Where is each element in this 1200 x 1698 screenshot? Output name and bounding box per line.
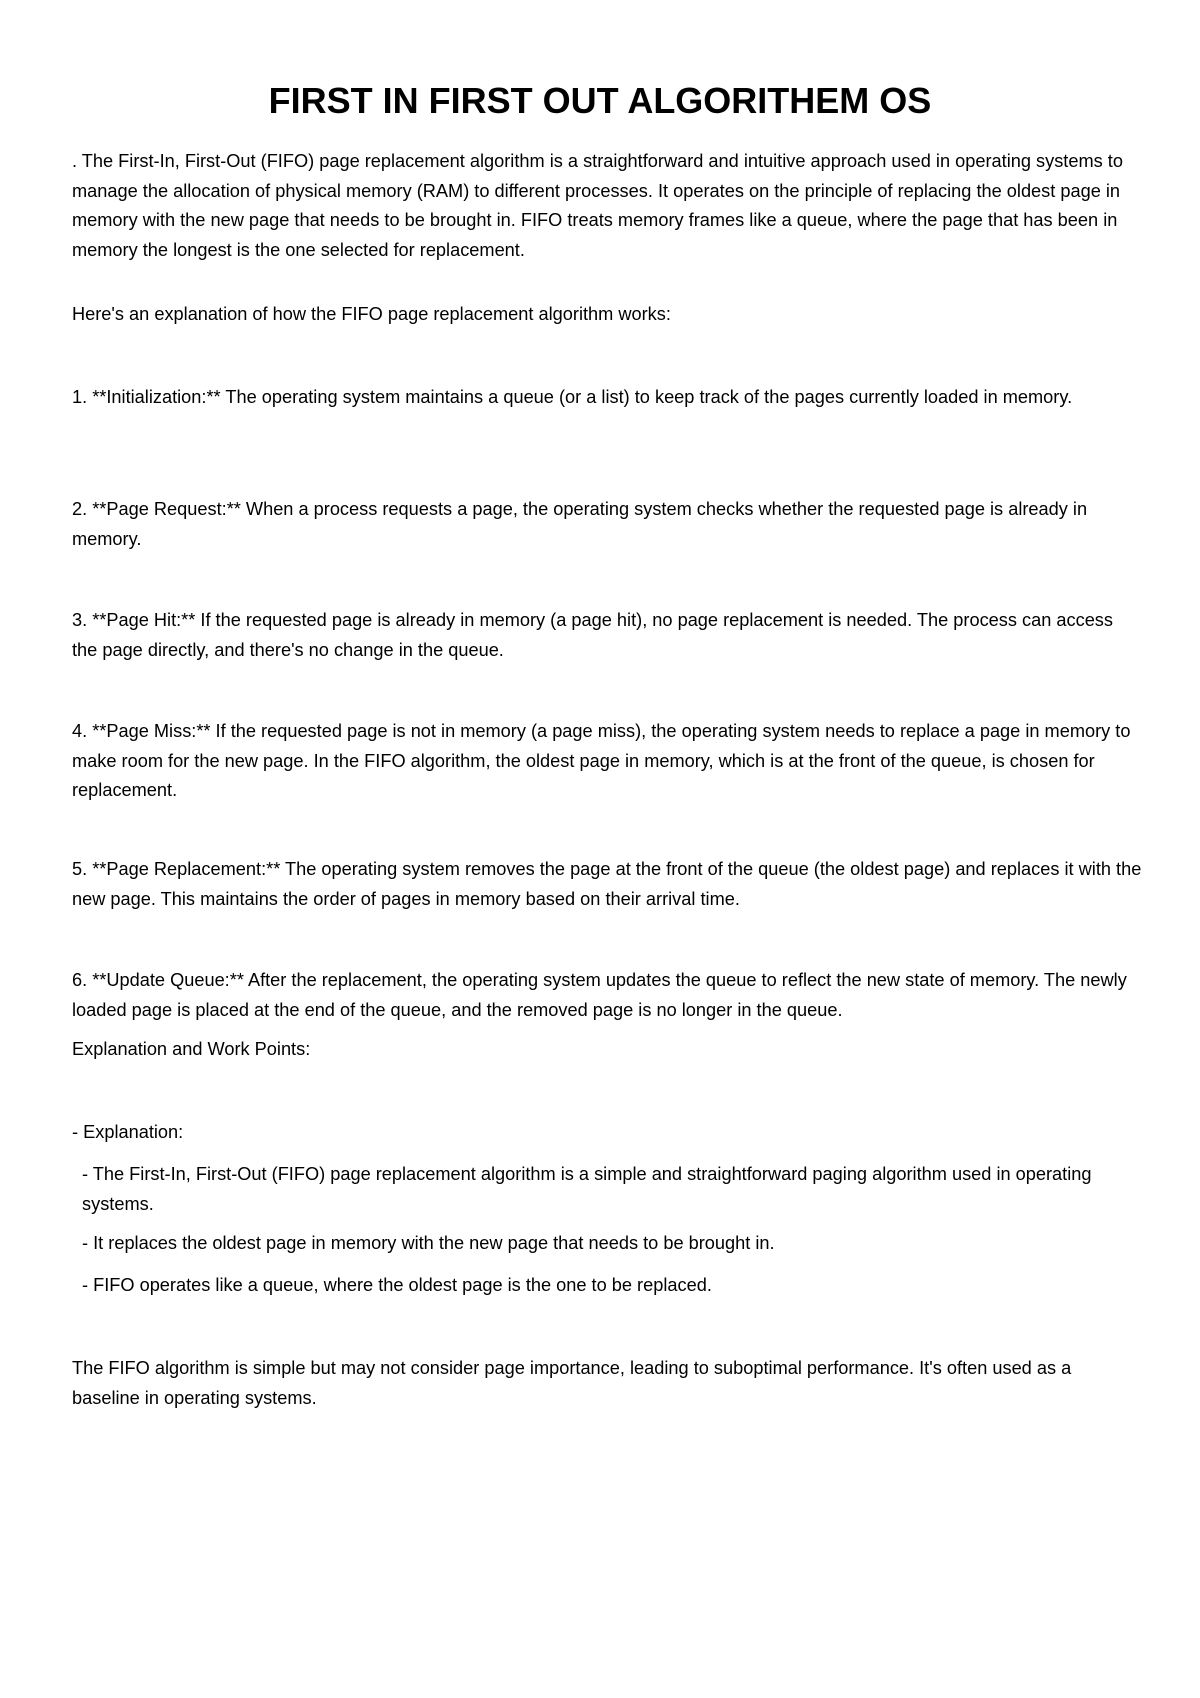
bullet-fifo-definition: - The First-In, First-Out (FIFO) page replacement algorithm is a simple and straightforward paging algorithm used in operating systems. [82,1164,1092,1214]
document-title: FIRST IN FIRST OUT ALGORITHEM OS [268,80,932,121]
step-page-replacement: 5. **Page Replacement:** The operating system removes the page at the front of the queue (the oldest page) and replaces it with the new page. This maintains the order of pages in memory based on their arrival time. [72,859,1142,909]
bullet-replaces-oldest: - It replaces the oldest page in memory with the new page that needs to be brought in. [82,1233,775,1253]
explanation-label: - Explanation: [72,1122,184,1142]
step-page-request: 2. **Page Request:** When a process requests a page, the operating system checks whether the requested page is already in memory. [72,499,1088,549]
work-points-heading: Explanation and Work Points: [72,1039,311,1059]
step-page-miss: 4. **Page Miss:** If the requested page is not in memory (a page miss), the operating system needs to replace a page in memory to make room for the new page. In the FIFO algorithm, the oldest page in memory, which is at the front of the queue, is chosen for replacement. [72,721,1131,800]
intro-paragraph: . The First-In, First-Out (FIFO) page replacement algorithm is a straightforward and intuitive approach used in operating systems to manage the allocation of physical memory (RAM) to different processes. It operates on the principle of replacing the oldest page in memory with the new page that needs to be brought in. FIFO treats memory frames like a queue, where the page that has been in memory the longest is the one selected for replacement. [72,151,1123,260]
conclusion-paragraph: The FIFO algorithm is simple but may not consider page importance, leading to suboptimal performance. It's often used as a baseline in operating systems. [72,1358,1072,1408]
explanation-lead: Here's an explanation of how the FIFO page replacement algorithm works: [72,304,671,324]
step-page-hit: 3. **Page Hit:** If the requested page is already in memory (a page hit), no page replacement is needed. The process can access the page directly, and there's no change in the queue. [72,610,1113,660]
step-update-queue: 6. **Update Queue:** After the replacement, the operating system updates the queue to reflect the new state of memory. The newly loaded page is placed at the end of the queue, and the removed page is no longer in the queue. [72,970,1127,1020]
bullet-queue-behavior: - FIFO operates like a queue, where the oldest page is the one to be replaced. [82,1275,712,1295]
step-initialization: 1. **Initialization:** The operating system maintains a queue (or a list) to keep track of the pages currently loaded in memory. [72,387,1073,407]
